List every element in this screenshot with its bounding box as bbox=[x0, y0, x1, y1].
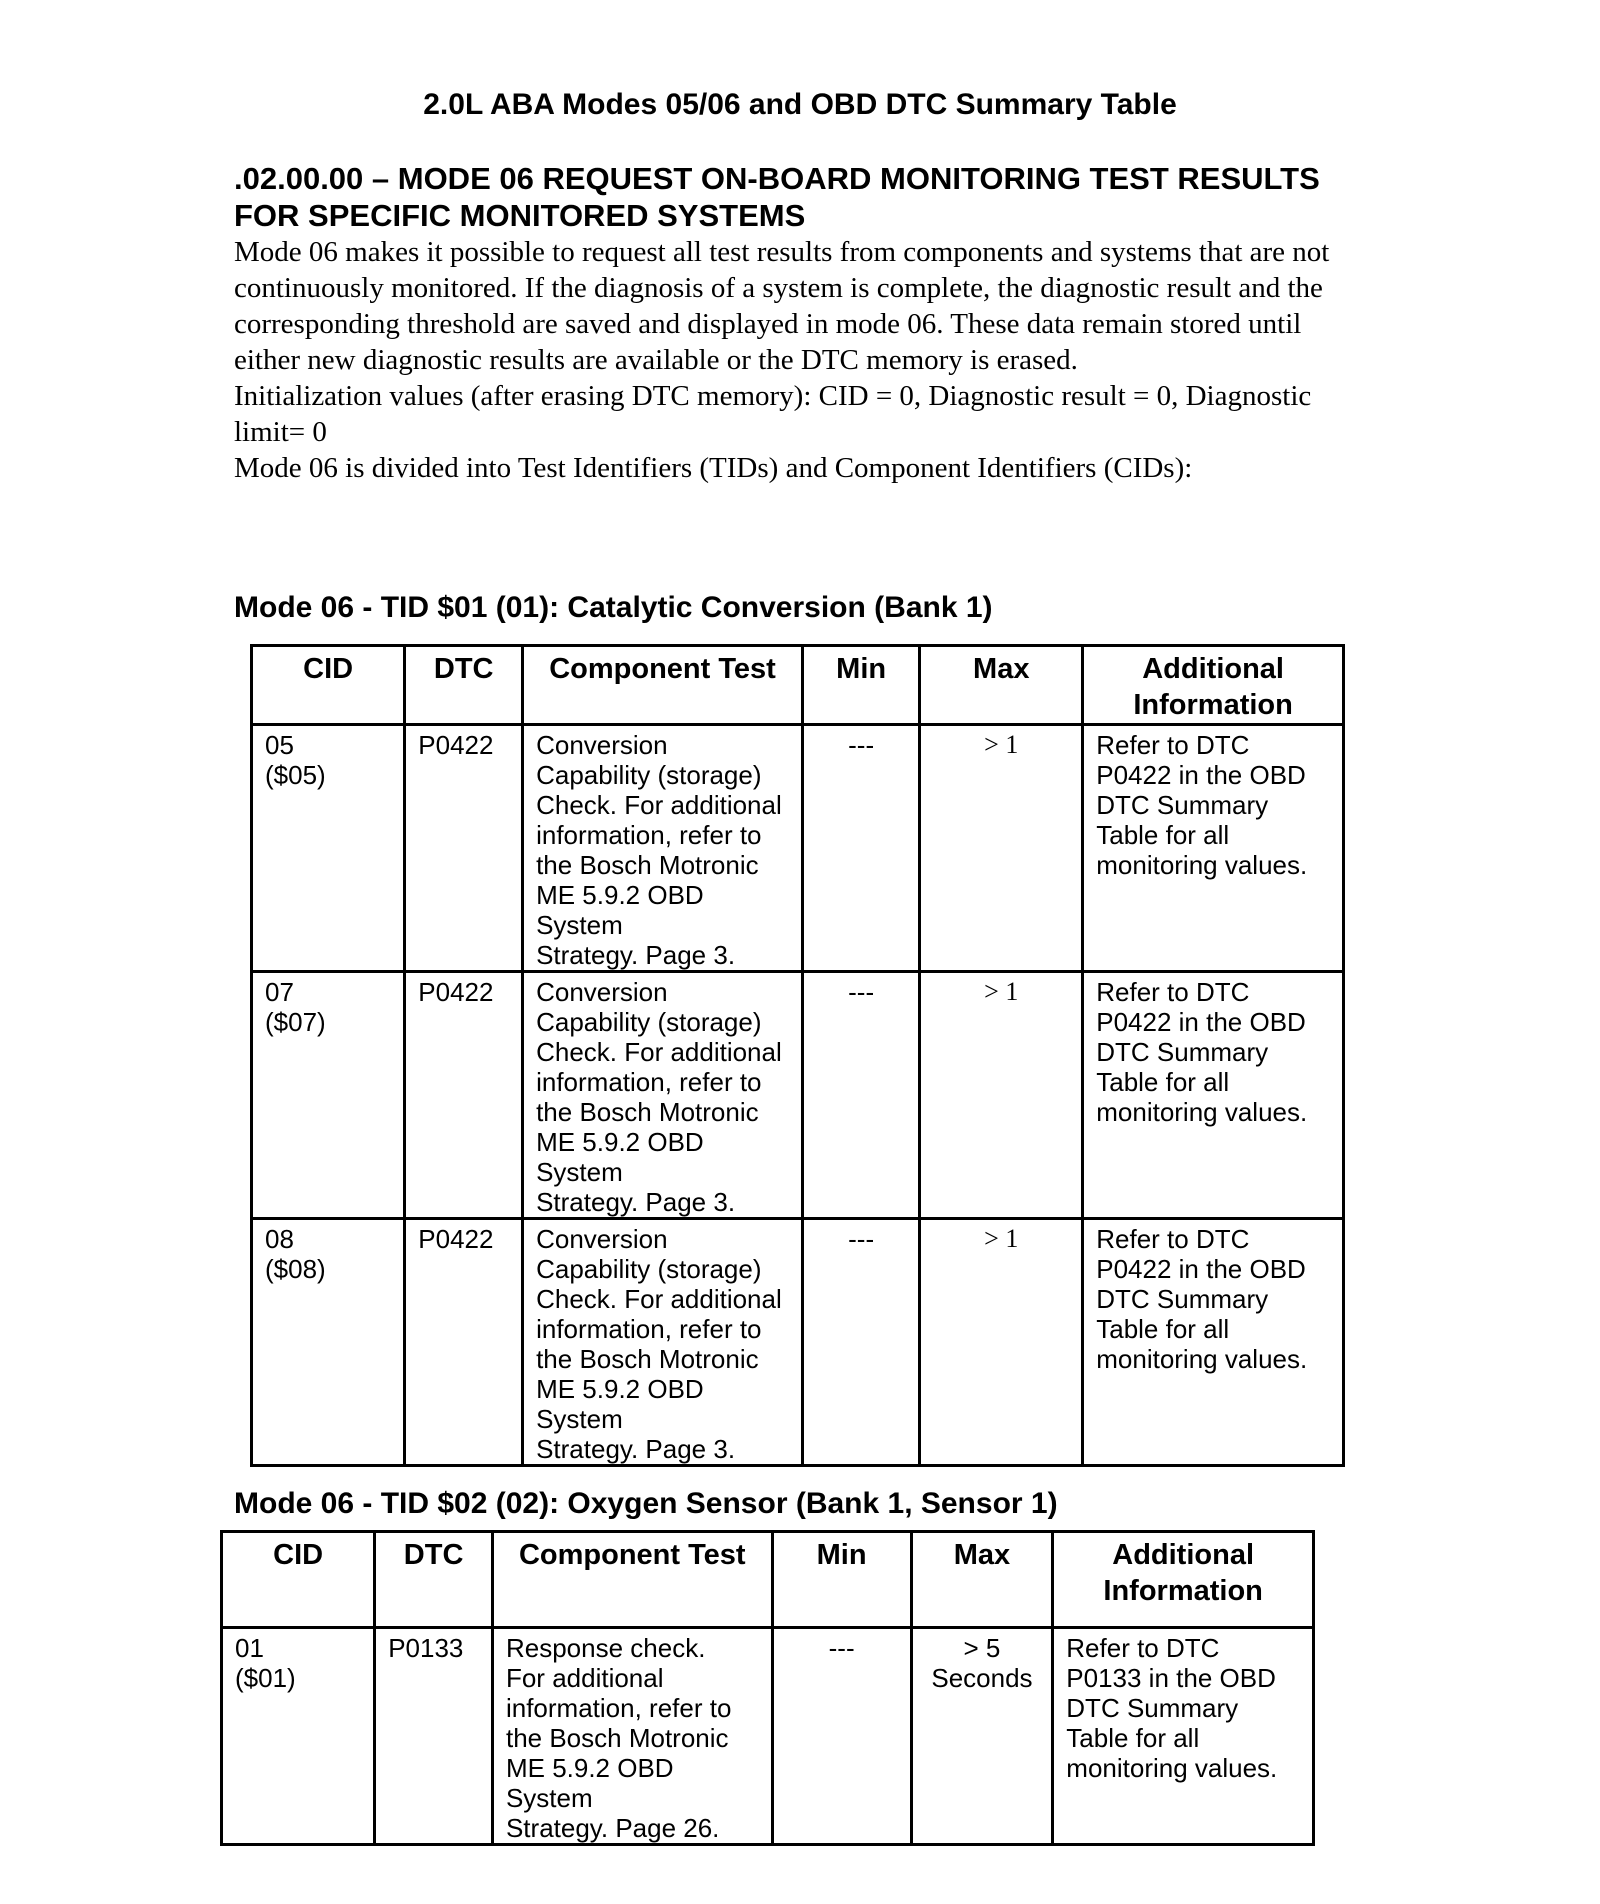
max-cell bbox=[920, 1219, 1083, 1466]
component-test-cell-line: the Bosch Motronic bbox=[505, 1723, 729, 1753]
additional-info-cell-line: Refer to DTC bbox=[1096, 1224, 1250, 1254]
min-cell: --- bbox=[802, 1219, 919, 1466]
additional-info-cell-line: monitoring values. bbox=[1096, 850, 1308, 880]
intro-paragraph-2: Initialization values (after erasing DTC memory): CID = 0, Diagnostic result = 0, Diagnostic limit= 0 bbox=[234, 380, 1312, 448]
component-test-cell-line: Check. For additional bbox=[536, 1284, 782, 1314]
min-cell: --- bbox=[802, 972, 919, 1219]
component-test-cell-line: Capability (storage) bbox=[536, 760, 762, 790]
additional-info-cell-line: DTC Summary bbox=[1096, 1037, 1269, 1067]
component-test-cell-line: For additional bbox=[505, 1663, 664, 1693]
dtc-cell: P0422 bbox=[405, 725, 523, 972]
max-cell bbox=[911, 1628, 1053, 1845]
additional-info-cell-line: Refer to DTC bbox=[1096, 730, 1250, 760]
additional-info-cell-line: P0422 in the OBD bbox=[1096, 760, 1306, 790]
cid-cell-line: 08 bbox=[265, 1224, 294, 1254]
additional-info-cell-line: monitoring values. bbox=[1096, 1344, 1308, 1374]
cid-cell bbox=[252, 972, 405, 1219]
section-heading bbox=[234, 160, 1374, 234]
table-header-row bbox=[222, 1532, 1314, 1628]
min-cell: --- bbox=[772, 1628, 911, 1845]
additional-info-cell-line: Refer to DTC bbox=[1066, 1633, 1220, 1663]
component-test-cell bbox=[523, 972, 803, 1219]
dtc-cell: P0133 bbox=[375, 1628, 493, 1845]
component-test-cell-line: System bbox=[536, 1157, 623, 1187]
component-test-cell-line: Conversion bbox=[536, 730, 668, 760]
header-cid: CID bbox=[252, 646, 405, 725]
cid-cell-line: ($07) bbox=[265, 1007, 326, 1037]
table-2-caption: Mode 06 - TID $02 (02): Oxygen Sensor (Bank 1, Sensor 1) bbox=[234, 1487, 1058, 1520]
cid-cell bbox=[252, 725, 405, 972]
header-component-test: Component Test bbox=[523, 646, 803, 725]
header-component-test: Component Test bbox=[492, 1532, 772, 1628]
document-title: 2.0L ABA Modes 05/06 and OBD DTC Summary Table bbox=[423, 88, 1177, 121]
additional-info-cell-line: DTC Summary bbox=[1096, 790, 1269, 820]
component-test-cell-line: Check. For additional bbox=[536, 1037, 782, 1067]
cid-cell-line: 05 bbox=[265, 730, 294, 760]
component-test-cell-line: Response check. bbox=[505, 1633, 706, 1663]
component-test-cell-line: ME 5.9.2 OBD bbox=[536, 1127, 704, 1157]
cid-cell-line: ($05) bbox=[265, 760, 326, 790]
additional-info-cell-line: Table for all bbox=[1096, 1314, 1230, 1344]
cid-cell bbox=[222, 1628, 375, 1845]
component-test-cell bbox=[523, 725, 803, 972]
additional-info-cell bbox=[1083, 1219, 1344, 1466]
header-dtc: DTC bbox=[375, 1532, 493, 1628]
table-header-row bbox=[252, 646, 1344, 725]
header-cid: CID bbox=[222, 1532, 375, 1628]
component-test-cell-line: Strategy. Page 3. bbox=[536, 1434, 736, 1464]
additional-info-cell-line: DTC Summary bbox=[1066, 1693, 1239, 1723]
component-test-cell-line: Strategy. Page 3. bbox=[536, 940, 736, 970]
table-row bbox=[252, 725, 1344, 972]
component-test-cell-line: Conversion bbox=[536, 1224, 668, 1254]
dtc-cell: P0422 bbox=[405, 972, 523, 1219]
table-2-tid-02 bbox=[220, 1530, 1315, 1846]
header-min: Min bbox=[772, 1532, 911, 1628]
additional-info-cell-line: Refer to DTC bbox=[1096, 977, 1250, 1007]
additional-info-cell bbox=[1083, 972, 1344, 1219]
intro-paragraph-3: Mode 06 is divided into Test Identifiers (TIDs) and Component Identifiers (CIDs): bbox=[234, 452, 1193, 484]
component-test-cell-line: System bbox=[536, 1404, 623, 1434]
cid-cell-line: ($08) bbox=[265, 1254, 326, 1284]
component-test-cell bbox=[523, 1219, 803, 1466]
additional-info-cell bbox=[1053, 1628, 1314, 1845]
component-test-cell-line: Strategy. Page 3. bbox=[536, 1187, 736, 1217]
component-test-cell-line: System bbox=[505, 1783, 593, 1813]
additional-info-cell-line: monitoring values. bbox=[1096, 1097, 1308, 1127]
max-cell-line: > 1 bbox=[984, 730, 1019, 759]
component-test-cell-line: ME 5.9.2 OBD bbox=[536, 1374, 704, 1404]
component-test-cell-line: Conversion bbox=[536, 977, 668, 1007]
min-cell: --- bbox=[802, 725, 919, 972]
section-heading-line-2: FOR SPECIFIC MONITORED SYSTEMS bbox=[234, 198, 806, 233]
component-test-cell-line: information, refer to bbox=[536, 1067, 762, 1097]
component-test-cell-line: the Bosch Motronic bbox=[536, 850, 759, 880]
max-cell-line: > 1 bbox=[984, 977, 1019, 1006]
additional-info-cell-line: DTC Summary bbox=[1096, 1284, 1269, 1314]
header-additional-information: Additional Information bbox=[1083, 646, 1344, 725]
additional-info-cell-line: P0133 in the OBD bbox=[1066, 1663, 1276, 1693]
header-min: Min bbox=[802, 646, 919, 725]
section-heading-line-1: .02.00.00 – MODE 06 REQUEST ON-BOARD MONITORING TEST RESULTS bbox=[234, 161, 1320, 196]
component-test-cell-line: ME 5.9.2 OBD bbox=[505, 1753, 674, 1783]
cid-cell bbox=[252, 1219, 405, 1466]
additional-info-cell-line: P0422 in the OBD bbox=[1096, 1007, 1306, 1037]
component-test-cell-line: information, refer to bbox=[536, 820, 762, 850]
table-row bbox=[252, 972, 1344, 1219]
component-test-cell-line: Check. For additional bbox=[536, 790, 782, 820]
max-cell-line: > 1 bbox=[984, 1224, 1019, 1253]
component-test-cell-line: Strategy. Page 26. bbox=[505, 1813, 720, 1843]
component-test-cell-line: the Bosch Motronic bbox=[536, 1344, 759, 1374]
additional-info-cell-line: monitoring values. bbox=[1066, 1753, 1278, 1783]
cid-cell-line: ($01) bbox=[235, 1663, 296, 1693]
max-cell-line: > 5 bbox=[963, 1633, 1001, 1663]
component-test-cell-line: ME 5.9.2 OBD bbox=[536, 880, 704, 910]
table-1-tid-01 bbox=[250, 644, 1345, 1467]
header-additional-information: Additional Information bbox=[1053, 1532, 1314, 1628]
additional-info-cell-line: P0422 in the OBD bbox=[1096, 1254, 1306, 1284]
additional-info-cell-line: Table for all bbox=[1096, 1067, 1230, 1097]
component-test-cell-line: information, refer to bbox=[505, 1693, 732, 1723]
max-cell-line: Seconds bbox=[931, 1663, 1033, 1693]
cid-cell-line: 07 bbox=[265, 977, 294, 1007]
component-test-cell-line: Capability (storage) bbox=[536, 1254, 762, 1284]
intro-body-text bbox=[234, 234, 1374, 486]
header-dtc: DTC bbox=[405, 646, 523, 725]
header-max: Max bbox=[920, 646, 1083, 725]
cid-cell-line: 01 bbox=[235, 1633, 264, 1663]
table-row bbox=[222, 1628, 1314, 1845]
dtc-cell: P0422 bbox=[405, 1219, 523, 1466]
component-test-cell-line: the Bosch Motronic bbox=[536, 1097, 759, 1127]
header-max: Max bbox=[911, 1532, 1053, 1628]
max-cell bbox=[920, 725, 1083, 972]
table-1-caption: Mode 06 - TID $01 (01): Catalytic Conversion (Bank 1) bbox=[234, 591, 993, 624]
additional-info-cell bbox=[1083, 725, 1344, 972]
max-cell bbox=[920, 972, 1083, 1219]
additional-info-cell-line: Table for all bbox=[1096, 820, 1230, 850]
component-test-cell-line: Capability (storage) bbox=[536, 1007, 762, 1037]
component-test-cell bbox=[492, 1628, 772, 1845]
intro-paragraph-1: Mode 06 makes it possible to request all test results from components and systems that are not continuously monitored. If the diagnosis of a system is complete, the diagnostic result and the corresponding threshold are saved and displayed in mode 06. These data remain stored until either new diagnostic results are available or the DTC memory is erased. bbox=[234, 236, 1330, 376]
component-test-cell-line: information, refer to bbox=[536, 1314, 762, 1344]
table-row bbox=[252, 1219, 1344, 1466]
component-test-cell-line: System bbox=[536, 910, 623, 940]
additional-info-cell-line: Table for all bbox=[1066, 1723, 1200, 1753]
